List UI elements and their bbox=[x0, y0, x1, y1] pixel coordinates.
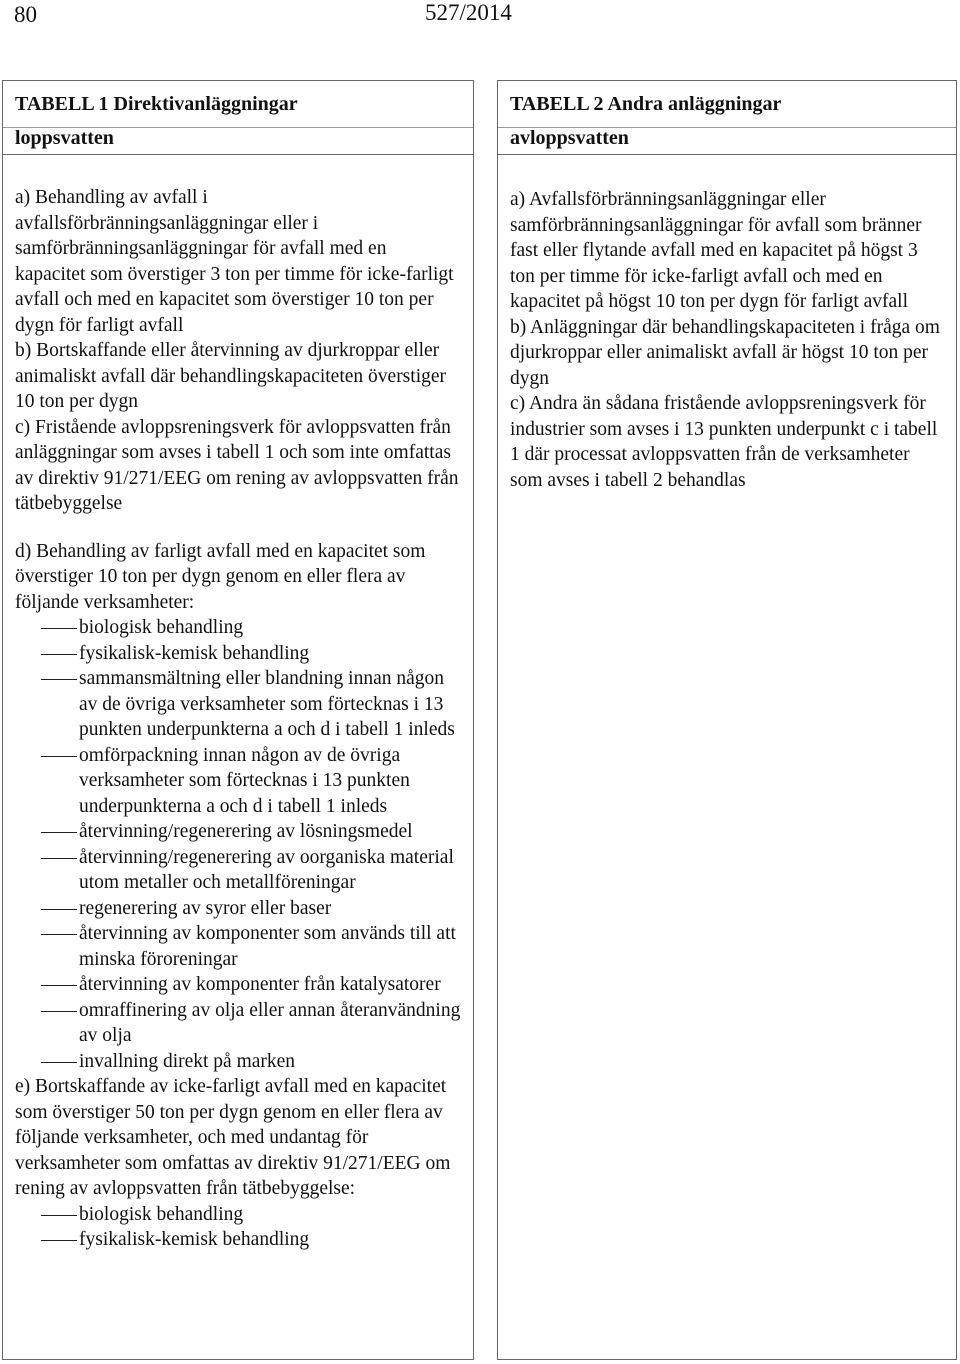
item-a: a) Avfallsförbränningsanläggningar eller samförbränningsanläggningar för avfall som bränner fast eller flytande avfall med en kapacitet på högst 3 ton per timme för icke-farligt avfall och med en kapacitet på högst 10 ton per dygn för farligt avfall bbox=[510, 189, 922, 312]
item-b: b) Anläggningar där behandlingskapaciteten i fråga om djurkroppar eller animaliskt avfall är högst 10 ton per dygn bbox=[510, 316, 940, 389]
list-item-text: sammansmältning eller blandning innan någon av de övriga verksamheter som förtecknas i 13 punkten underpunkterna a och d i tabell 1 inleds bbox=[79, 668, 455, 740]
dash-icon bbox=[41, 654, 77, 655]
dash-icon bbox=[41, 628, 77, 629]
list-item bbox=[15, 1049, 461, 1075]
list-item bbox=[15, 641, 461, 667]
list-item-text: omraffinering av olja eller annan återanvändning av olja bbox=[79, 999, 461, 1046]
item-a: a) Behandling av avfall i avfallsförbränningsanläggningar eller i samförbränningsanläggningar för avfall med en kapacitet som överstiger 3 ton per timme för icke-farligt avfall och med en kapacitet som överstiger 10 ton per dygn för farligt avfall bbox=[15, 187, 454, 336]
list-item-text: biologisk behandling bbox=[79, 617, 244, 638]
list-item-text: omförpackning innan någon av de övriga verksamheter som förtecknas i 13 punkten underpunkterna a och d i tabell 1 inleds bbox=[79, 744, 410, 817]
dash-icon bbox=[41, 1011, 77, 1012]
list-item bbox=[15, 819, 461, 845]
dash-icon bbox=[41, 1240, 77, 1241]
dash-icon bbox=[41, 832, 77, 833]
item-c: c) Andra än sådana fristående avloppsreningsverk för industrier som avses i 13 punkten underpunkt c i tabell 1 där processat avloppsvatten från de verksamheter som avses i tabell 2 behandlas bbox=[510, 393, 938, 491]
table-2-column bbox=[497, 80, 957, 1360]
table-1-header bbox=[3, 81, 473, 155]
list-item bbox=[15, 1227, 461, 1253]
dash-icon bbox=[41, 756, 77, 757]
list-item bbox=[15, 998, 461, 1049]
header-divider bbox=[3, 127, 473, 128]
item-d-list bbox=[15, 615, 461, 1074]
list-item bbox=[15, 1202, 461, 1228]
list-item bbox=[15, 666, 461, 743]
item-b: b) Bortskaffande eller återvinning av djurkroppar eller animaliskt avfall där behandlingskapaciteten överstiger 10 ton per dygn bbox=[15, 340, 447, 412]
dash-icon bbox=[41, 858, 77, 859]
table-1-title: TABELL 1 Direktivanläggningar bbox=[15, 93, 298, 115]
dash-icon bbox=[41, 679, 77, 680]
table-2-subtitle: avloppsvatten bbox=[510, 127, 629, 149]
list-item-text: fysikalisk-kemisk behandling bbox=[79, 1229, 310, 1250]
list-item-text: återvinning av komponenter från katalysatorer bbox=[79, 974, 441, 995]
item-e-list bbox=[15, 1202, 461, 1253]
item-c: c) Fristående avloppsreningsverk för avloppsvatten från anläggningar som avses i tabell 1 och som inte omfattas av direktiv 91/271/EEG om rening av avloppsvatten från tätbebyggelse bbox=[15, 416, 459, 514]
list-item bbox=[15, 972, 461, 998]
dash-icon bbox=[41, 909, 77, 910]
table-2-header bbox=[498, 81, 956, 155]
list-item-text: fysikalisk-kemisk behandling bbox=[79, 642, 310, 664]
document-reference: 527/2014 bbox=[425, 0, 512, 25]
list-item-text: biologisk behandling bbox=[79, 1203, 244, 1225]
list-item bbox=[15, 743, 461, 820]
list-item bbox=[15, 921, 461, 972]
list-item-text: återvinning/regenerering av oorganiska material utom metaller och metallföreningar bbox=[79, 846, 454, 893]
header-divider bbox=[498, 127, 956, 128]
dash-icon bbox=[41, 1215, 77, 1216]
table-2-title: TABELL 2 Andra anläggningar bbox=[510, 93, 782, 115]
table-1-column bbox=[2, 80, 474, 1360]
list-item-text: återvinning av komponenter som används till att minska föroreningar bbox=[79, 923, 456, 970]
list-item-text: regenerering av syror eller baser bbox=[79, 897, 332, 919]
table-1-subtitle: loppsvatten bbox=[15, 127, 114, 149]
list-item bbox=[15, 845, 461, 896]
item-e: e) Bortskaffande av icke-farligt avfall med en kapacitet som överstiger 50 ton per dygn genom en eller flera av följande verksamheter, och med undantag för verksamheter som omfattas av direktiv 91/271/EEG om rening av avloppsvatten från tätbebyggelse: bbox=[15, 1076, 451, 1199]
item-d: d) Behandling av farligt avfall med en kapacitet som överstiger 10 ton per dygn genom en eller flera av följande verksamheter: bbox=[15, 540, 426, 613]
dash-icon bbox=[41, 934, 77, 935]
list-item-text: invallning direkt på marken bbox=[79, 1050, 296, 1072]
list-item bbox=[15, 615, 461, 641]
dash-icon bbox=[41, 1062, 77, 1063]
dash-icon bbox=[41, 985, 77, 986]
page-number: 80 bbox=[14, 2, 37, 27]
list-item-text: återvinning/regenerering av lösningsmedel bbox=[79, 821, 413, 842]
table-2-body bbox=[498, 155, 956, 493]
list-item bbox=[15, 896, 461, 922]
table-1-body bbox=[3, 155, 473, 1253]
